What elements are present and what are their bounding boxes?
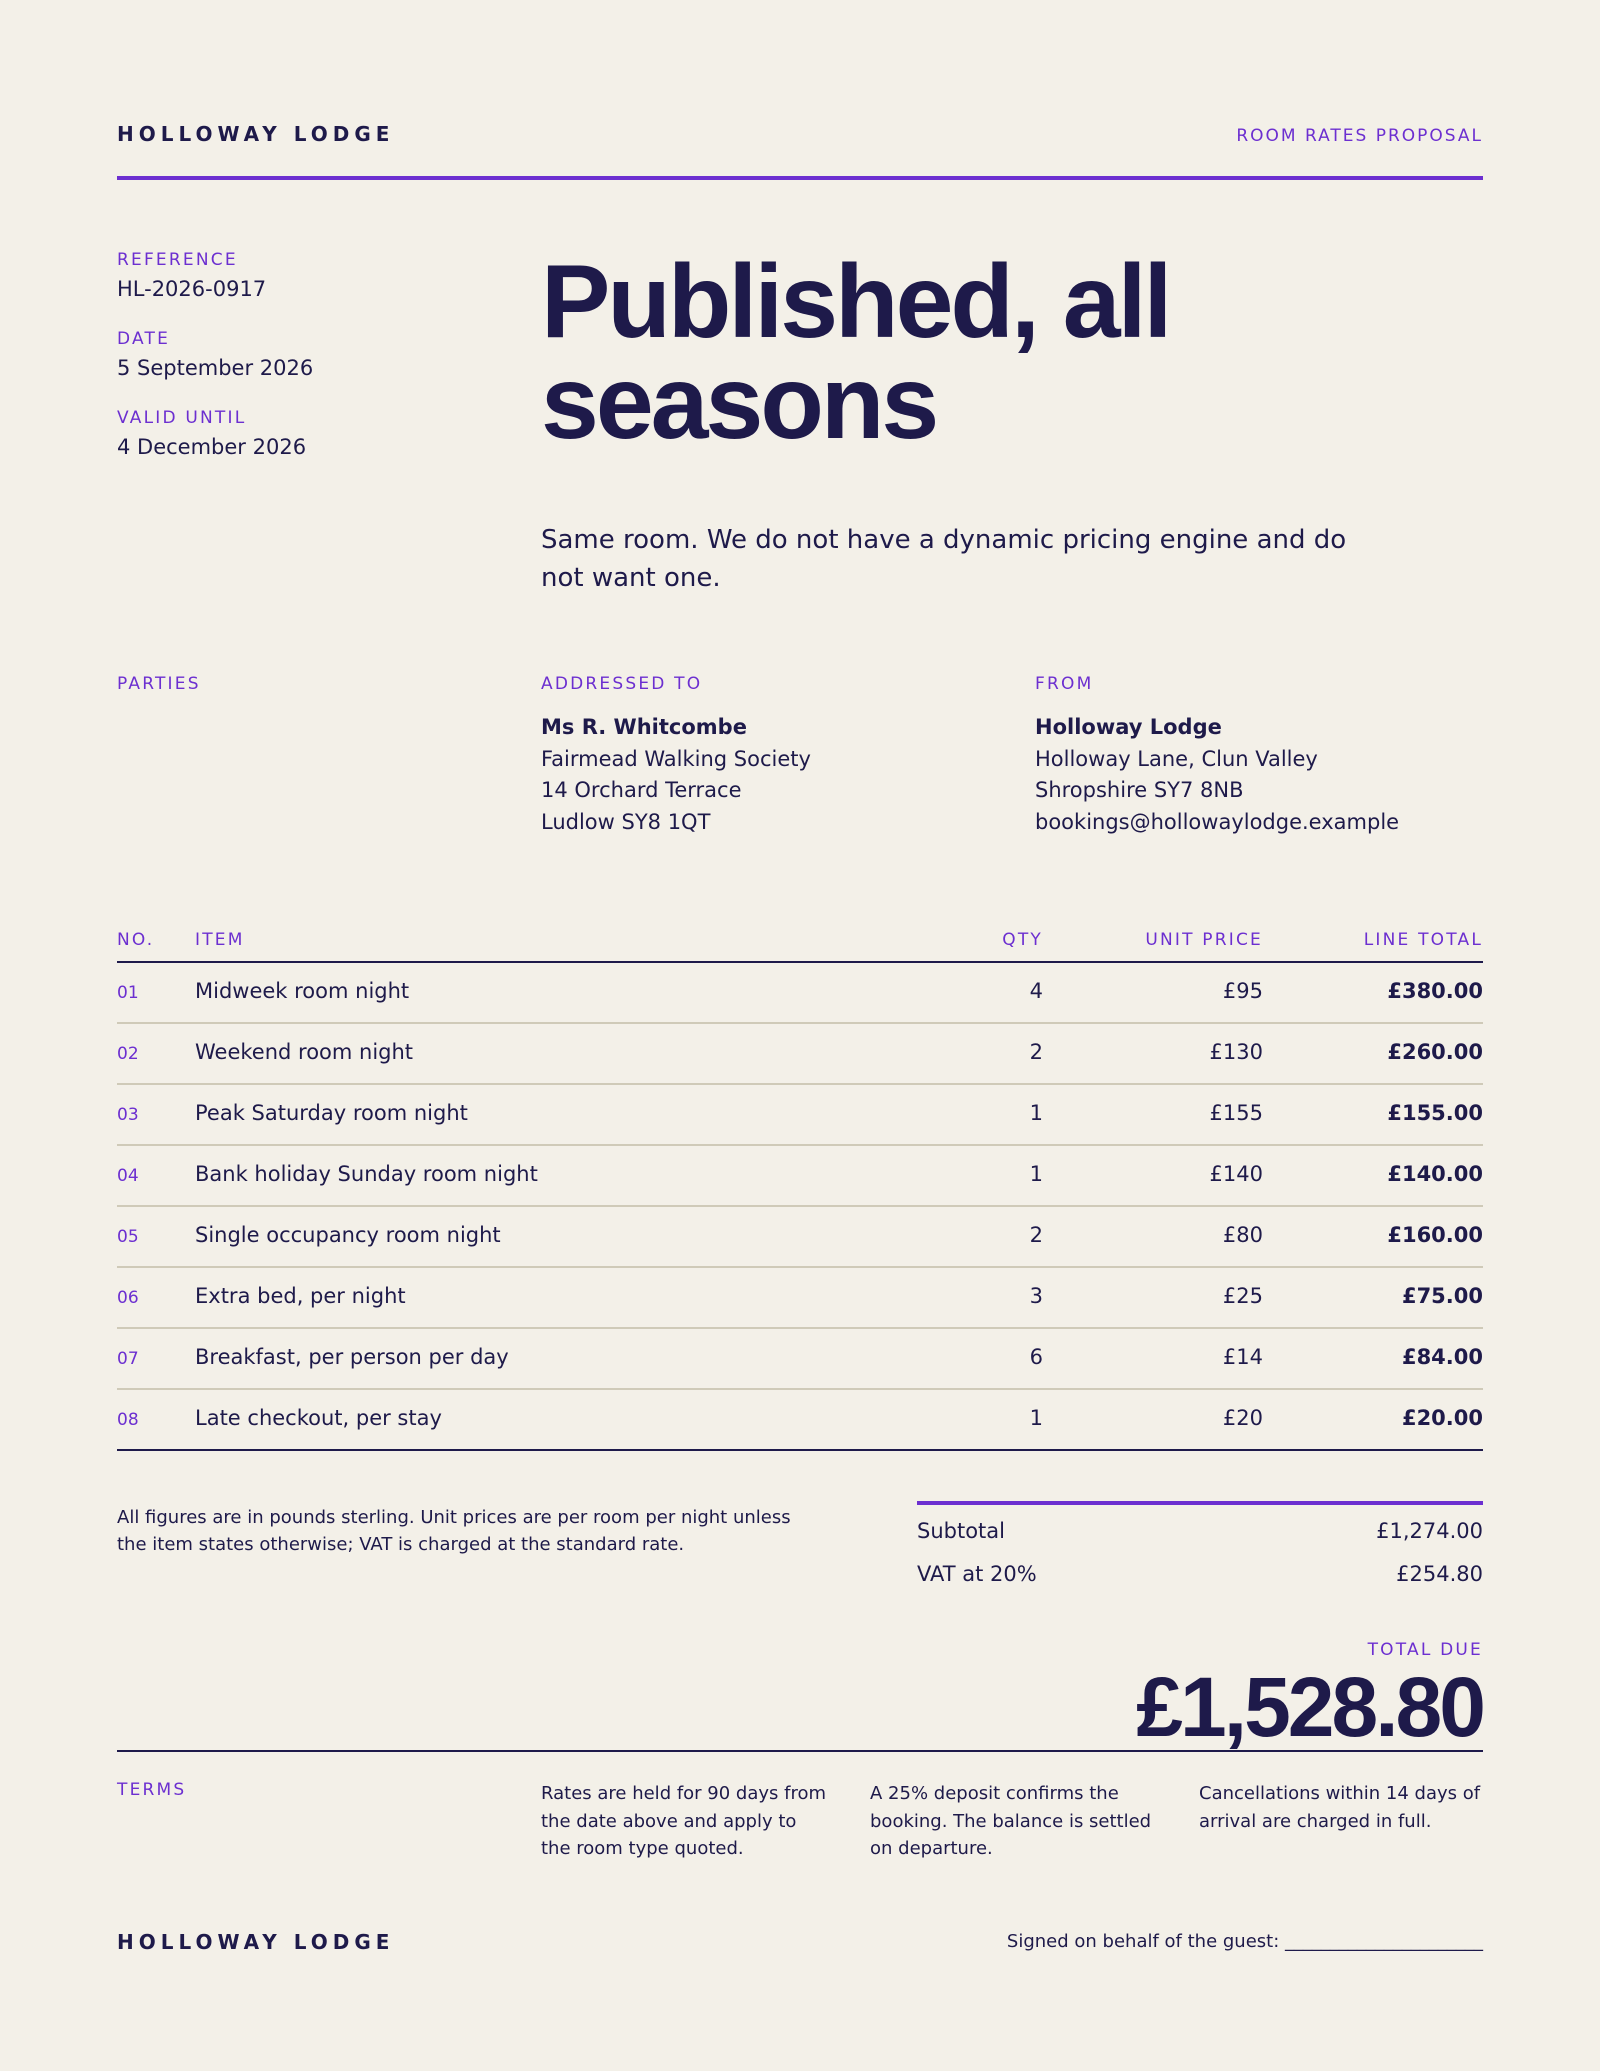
term-cancellation: Cancellations within 14 days of arrival are charged in full. <box>1199 1783 1481 1832</box>
header-no: NO. <box>117 930 155 950</box>
reference-block <box>117 250 477 301</box>
addressed-to-label: ADDRESSED TO <box>541 674 703 694</box>
row-line-total: £380.00 <box>1387 979 1483 1003</box>
total-due-amount: £1,528.80 <box>1136 1660 1483 1754</box>
row-item: Peak Saturday room night <box>195 1101 468 1125</box>
table-row <box>117 963 1483 1024</box>
document-type: ROOM RATES PROPOSAL <box>1236 126 1483 146</box>
row-qty: 6 <box>1029 1345 1043 1369</box>
row-number: 01 <box>117 983 139 1003</box>
table-row <box>117 1207 1483 1268</box>
sender-name: Holloway Lodge <box>1035 715 1222 739</box>
date-label: DATE <box>117 329 171 349</box>
table-header <box>117 930 1483 963</box>
row-item: Midweek room night <box>195 979 410 1003</box>
vat-value: £254.80 <box>1396 1562 1483 1586</box>
row-number: 07 <box>117 1349 139 1369</box>
row-qty: 1 <box>1029 1406 1043 1430</box>
row-qty: 3 <box>1029 1284 1043 1308</box>
row-qty: 1 <box>1029 1162 1043 1186</box>
signature-line[interactable]: Signed on behalf of the guest: ______________________ <box>1006 1931 1483 1952</box>
header-unit-price: UNIT PRICE <box>1145 930 1263 950</box>
row-line-total: £84.00 <box>1401 1345 1483 1369</box>
terms-label: TERMS <box>117 1780 187 1800</box>
recipient-organisation: Fairmead Walking Society <box>541 746 811 771</box>
sender-email[interactable]: bookings@hollowaylodge.example <box>1035 809 1400 834</box>
brand-name: HOLLOWAY LODGE <box>117 122 395 146</box>
row-unit-price: £14 <box>1222 1345 1263 1369</box>
row-unit-price: £80 <box>1222 1223 1263 1247</box>
row-number: 04 <box>117 1166 139 1186</box>
row-item: Extra bed, per night <box>195 1284 406 1308</box>
recipient-name: Ms R. Whitcombe <box>541 715 747 739</box>
document-header <box>117 122 1483 180</box>
row-number: 05 <box>117 1227 139 1247</box>
document-page <box>117 0 1483 2071</box>
date-block <box>117 329 477 380</box>
table-row <box>117 1390 1483 1451</box>
parties-label: PARTIES <box>117 674 201 694</box>
row-unit-price: £95 <box>1222 979 1263 1003</box>
row-unit-price: £25 <box>1222 1284 1263 1308</box>
totals-panel <box>917 1501 1483 1605</box>
row-unit-price: £140 <box>1209 1162 1263 1186</box>
section-divider <box>117 1750 1483 1752</box>
row-line-total: £155.00 <box>1387 1101 1483 1125</box>
table-row <box>117 1268 1483 1329</box>
row-line-total: £160.00 <box>1387 1223 1483 1247</box>
sender-street: Holloway Lane, Clun Valley <box>1035 746 1318 771</box>
table-row <box>117 1146 1483 1207</box>
row-number: 03 <box>117 1105 139 1125</box>
recipient-street: 14 Orchard Terrace <box>541 778 742 802</box>
vat-label: VAT at 20% <box>917 1562 1037 1586</box>
row-item: Bank holiday Sunday room night <box>195 1162 538 1186</box>
row-number: 06 <box>117 1288 139 1308</box>
valid-until-block <box>117 408 477 459</box>
row-line-total: £140.00 <box>1387 1162 1483 1186</box>
header-qty: QTY <box>1002 930 1043 950</box>
intro-text: Same room. We do not have a dynamic pricing engine and do not want one. <box>541 525 1347 593</box>
from-label: FROM <box>1035 674 1094 694</box>
valid-until-value: 4 December 2026 <box>117 435 307 459</box>
row-item: Single occupancy room night <box>195 1223 501 1247</box>
sender-county: Shropshire SY7 8NB <box>1035 778 1244 802</box>
subtotal-label: Subtotal <box>917 1519 1005 1543</box>
row-qty: 2 <box>1029 1040 1043 1064</box>
subtotal-value: £1,274.00 <box>1376 1519 1483 1543</box>
term-deposit: A 25% deposit confirms the booking. The balance is settled on departure. <box>870 1783 1152 1859</box>
header-item: ITEM <box>195 930 245 950</box>
row-qty: 4 <box>1029 979 1043 1003</box>
term-rate-hold: Rates are held for 90 days from the date above and apply to the room type quoted. <box>541 1783 827 1859</box>
row-number: 02 <box>117 1044 139 1064</box>
total-due-label: TOTAL DUE <box>1367 1640 1483 1660</box>
vat-row <box>917 1562 1483 1605</box>
date-value: 5 September 2026 <box>117 356 314 380</box>
table-row <box>117 1329 1483 1390</box>
reference-label: REFERENCE <box>117 250 238 270</box>
row-line-total: £260.00 <box>1387 1040 1483 1064</box>
row-line-total: £20.00 <box>1401 1406 1483 1430</box>
subtotal-row <box>917 1519 1483 1562</box>
row-unit-price: £20 <box>1222 1406 1263 1430</box>
table-row <box>117 1024 1483 1085</box>
row-qty: 2 <box>1029 1223 1043 1247</box>
table-row <box>117 1085 1483 1146</box>
recipient-town: Ludlow SY8 1QT <box>541 809 711 834</box>
line-items-table <box>117 930 1483 1451</box>
row-unit-price: £155 <box>1209 1101 1263 1125</box>
reference-value: HL-2026-0917 <box>117 277 267 301</box>
from-party <box>1035 674 1399 838</box>
valid-until-label: VALID UNTIL <box>117 408 247 428</box>
row-unit-price: £130 <box>1209 1040 1263 1064</box>
footer-brand: HOLLOWAY LODGE <box>117 1930 395 1954</box>
header-line-total: LINE TOTAL <box>1363 930 1483 950</box>
row-item: Breakfast, per person per day <box>195 1345 509 1369</box>
row-item: Late checkout, per stay <box>195 1406 442 1430</box>
addressed-to <box>541 674 811 838</box>
row-line-total: £75.00 <box>1401 1284 1483 1308</box>
row-qty: 1 <box>1029 1101 1043 1125</box>
currency-note: All figures are in pounds sterling. Unit prices are per room per night unless the item states otherwise; VAT is charged at the standard rate. <box>117 1507 791 1555</box>
row-item: Weekend room night <box>195 1040 414 1064</box>
document-meta <box>117 250 477 487</box>
row-number: 08 <box>117 1410 139 1430</box>
page-title: Published, all seasons <box>541 244 1170 461</box>
